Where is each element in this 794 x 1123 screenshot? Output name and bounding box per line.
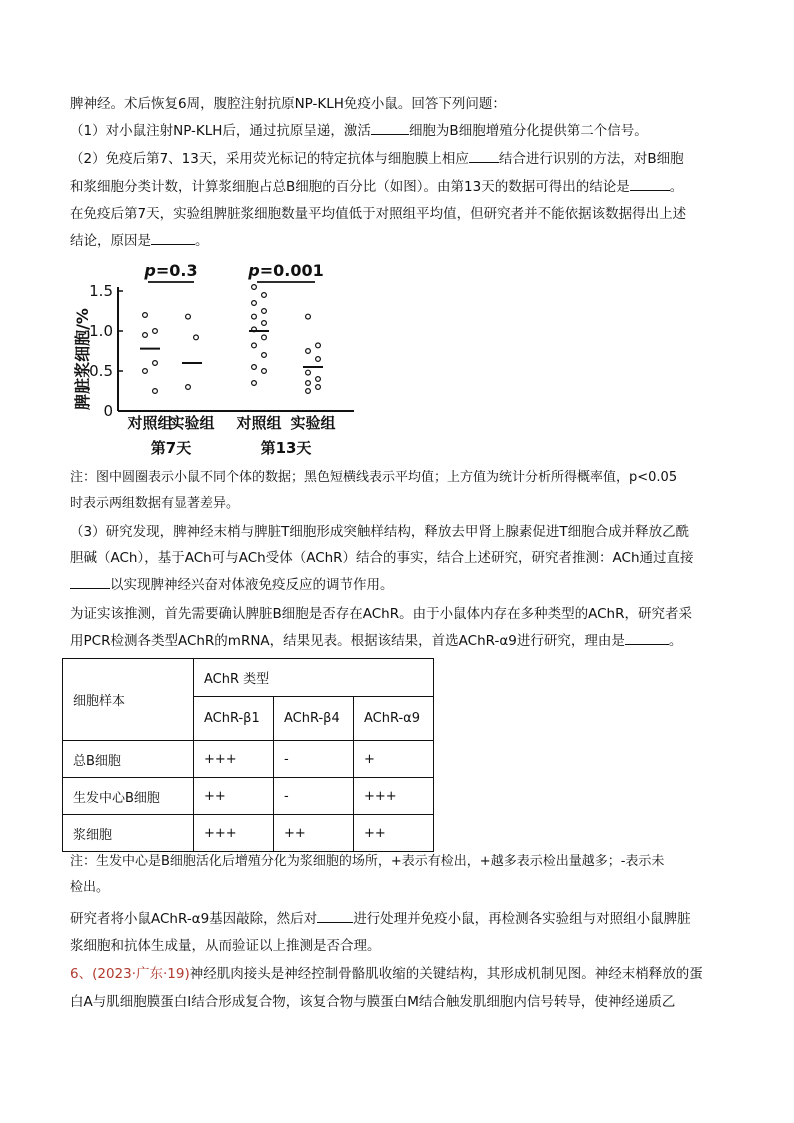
y-tick-label: 1.5 [89, 282, 113, 300]
data-point [306, 314, 311, 319]
day-label: 第13天 [260, 439, 312, 457]
q6-text-a: 神经肌肉接头是神经控制骨骼肌收缩的关键结构，其形成机制见图。神经末梢释放的蛋 [189, 966, 703, 982]
data-point [186, 385, 191, 390]
x-tick-label: 实验组 [290, 414, 336, 432]
q3-text-g: 进行处理并免疫小鼠，再检测各实验组与对照组小鼠脾脏 [353, 911, 691, 927]
text-line [70, 574, 394, 595]
figure-note: 注：图中圆圈表示小鼠不同个体的数据；黑色短横线表示平均值；上方值为统计分析所得概率值，p<0.05 [70, 470, 678, 485]
q2-text-c: 和浆细胞分类计数，计算浆细胞占总B细胞的百分比（如图）。由第13天的数据可得出的结论是 [70, 179, 630, 195]
y-axis-label: 脾脏浆细胞/% [73, 308, 92, 410]
data-point [143, 369, 148, 374]
data-point [252, 381, 257, 386]
data-point [262, 369, 267, 374]
table-cell: + [354, 741, 434, 778]
table-cell: - [274, 778, 354, 815]
question-2 [70, 148, 684, 169]
table-header-cell: AChR-β1 [194, 697, 274, 741]
text-line: 在免疫后第7天，实验组脾脏浆细胞数量平均值低于对照组平均值，但研究者并不能依据该数据得出上述 [70, 206, 687, 222]
text-line: 胆碱（ACh），基于ACh可与ACh受体（AChR）结合的事实，结合上述研究，研究者推测：ACh通过直接 [70, 550, 694, 566]
text-line: 为证实该推测，首先需要确认脾脏B细胞是否存在AChR。由于小鼠体内存在多种类型的AChR，研究者采 [70, 606, 692, 622]
data-point [316, 357, 321, 362]
table-header-cell: AChR-α9 [354, 697, 434, 741]
q2-text-c-end: 。 [669, 179, 684, 195]
figure-note: 时表示两组数据有显著差异。 [70, 496, 240, 511]
answer-blank[interactable] [70, 574, 110, 589]
data-point [252, 285, 257, 290]
question-3: （3）研究发现，脾神经末梢与脾脏T细胞形成突触样结构，释放去甲肾上腺素促进T细胞合成并释放乙酰 [70, 524, 690, 540]
answer-blank[interactable] [371, 120, 409, 135]
p-symbol: p [144, 261, 156, 280]
achr-table [62, 658, 434, 852]
text-line [70, 630, 682, 651]
data-point [316, 343, 321, 348]
table-cell: ++ [274, 815, 354, 852]
text-line [70, 230, 209, 251]
table-note: 注：生发中心是B细胞活化后增殖分化为浆细胞的场所，+表示有检出，+越多表示检出量越多；-表示未 [70, 854, 665, 869]
data-point [153, 329, 158, 334]
table-note: 检出。 [70, 880, 110, 895]
data-point [186, 314, 191, 319]
table-cell: +++ [354, 778, 434, 815]
data-point [252, 343, 257, 348]
data-point [153, 389, 158, 394]
data-point [306, 389, 311, 394]
chart-static [73, 261, 354, 457]
data-point [316, 385, 321, 390]
q3-text-e: 用PCR检测各类型AChR的mRNA，结果见表。根据该结果，首选AChR-α9进行研究，理由是 [70, 633, 625, 649]
p-value-label [143, 261, 197, 280]
table-cell: ++ [194, 778, 274, 815]
table-header-cell: AChR-β4 [274, 697, 354, 741]
q1-text-a: （1）对小鼠注射NP-KLH后，通过抗原呈递，激活 [70, 123, 371, 139]
q2-text-e-end: 。 [195, 233, 209, 249]
data-point [153, 361, 158, 366]
q3-text-c: 以实现脾神经兴奋对体液免疫反应的调节作用。 [110, 577, 394, 593]
answer-blank[interactable] [469, 148, 499, 163]
text-line: 脾神经。术后恢复6周，腹腔注射抗原NP-KLH免疫小鼠。回答下列问题： [70, 96, 506, 112]
data-point [262, 353, 267, 358]
data-point [316, 377, 321, 382]
data-point [262, 321, 267, 326]
data-point [143, 313, 148, 318]
table-cell: 总B细胞 [63, 741, 194, 778]
question-number: 6、(2023·广东·19) [70, 966, 190, 982]
table-cell: 生发中心B细胞 [63, 778, 194, 815]
q3-text-f: 研究者将小鼠AChR-α9基因敲除，然后对 [70, 911, 318, 927]
table-cell: +++ [194, 815, 274, 852]
data-point [252, 365, 257, 370]
answer-blank[interactable] [317, 908, 353, 923]
table-cell: - [274, 741, 354, 778]
answer-blank[interactable] [630, 176, 670, 191]
data-point [252, 314, 257, 319]
table-header-cell: AChR 类型 [194, 659, 434, 697]
p-symbol: p [248, 261, 260, 280]
q1-text-b: 细胞为B细胞增殖分化提供第二个信号。 [408, 123, 648, 139]
text-line [70, 908, 691, 929]
data-point [262, 335, 267, 340]
answer-blank[interactable] [151, 230, 195, 245]
data-point [306, 370, 311, 375]
p-value: =0.001 [259, 261, 324, 280]
data-point [262, 309, 267, 314]
data-point [262, 293, 267, 298]
question-1 [70, 120, 648, 141]
y-tick-label: 0.5 [89, 362, 113, 380]
x-tick-label: 对照组 [236, 414, 282, 432]
data-point [143, 333, 148, 338]
table-cell: ++ [354, 815, 434, 852]
data-point [252, 301, 257, 306]
scatter-chart [72, 256, 362, 461]
data-point [306, 349, 311, 354]
question-6 [70, 964, 703, 984]
table-cell: +++ [194, 741, 274, 778]
day-label: 第7天 [150, 439, 192, 457]
x-tick-label: 对照组 [127, 414, 173, 432]
y-tick-label: 0 [103, 402, 113, 420]
text-line: 浆细胞和抗体生成量，从而验证以上推测是否合理。 [70, 938, 381, 954]
q3-text-e-end: 。 [668, 633, 683, 649]
answer-blank[interactable] [625, 630, 669, 645]
table-header-cell: 细胞样本 [63, 659, 194, 741]
data-point [306, 381, 311, 386]
p-value-label [247, 261, 323, 280]
y-tick-label: 1.0 [89, 322, 113, 340]
text-line [70, 176, 683, 197]
table-cell: 浆细胞 [63, 815, 194, 852]
q2-text-a: （2）免疫后第7、13天，采用荧光标记的特定抗体与细胞膜上相应 [70, 151, 469, 167]
q2-text-e: 结论，原因是 [70, 233, 151, 249]
text-line: 白A与肌细胞膜蛋白I结合形成复合物，该复合物与膜蛋白M结合触发肌细胞内信号转导，使神经递质乙 [70, 994, 676, 1010]
x-tick-label: 实验组 [169, 414, 215, 432]
p-value: =0.3 [155, 261, 198, 280]
q2-text-b: 结合进行识别的方法，对B细胞 [498, 151, 684, 167]
data-point [194, 335, 199, 340]
